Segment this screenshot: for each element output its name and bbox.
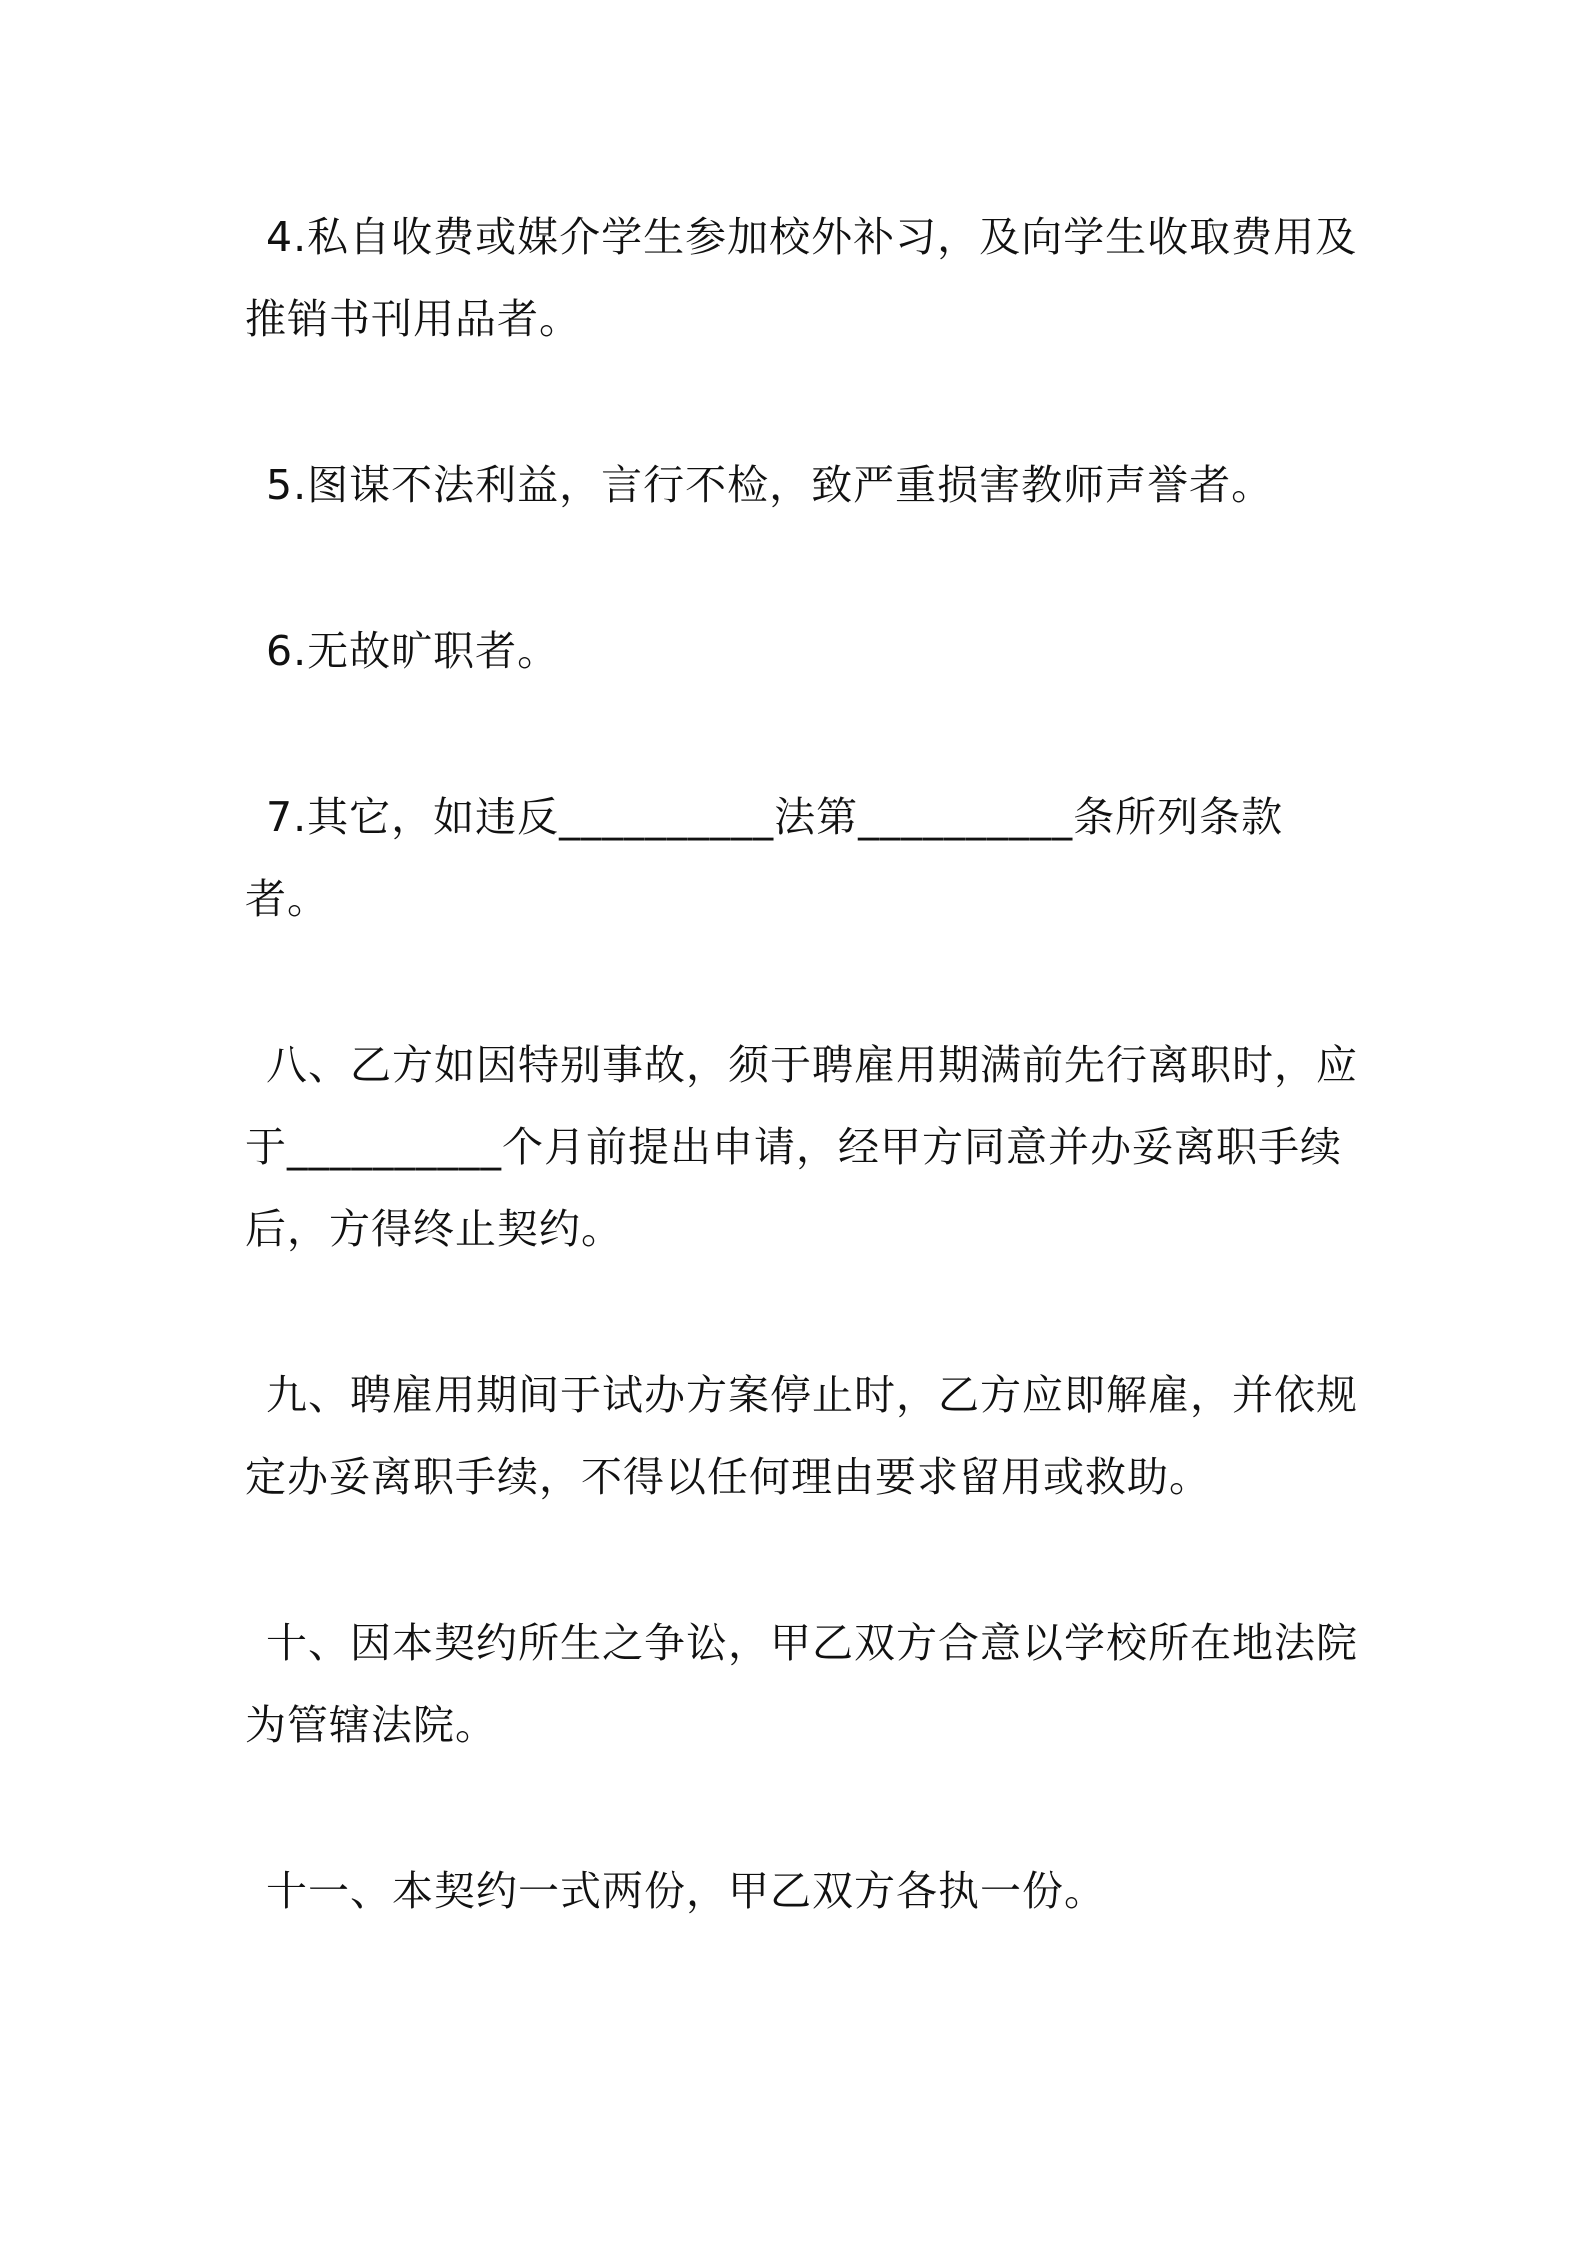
clause-6-paragraph: 6.无故旷职者。 (266, 627, 560, 675)
article-11-paragraph: 十一、本契约一式两份，甲乙双方各执一份。 (266, 1867, 1106, 1915)
article-10-paragraph: 十、因本契约所生之争讼，甲乙双方合意以学校所在地法院为管辖法院。 (245, 1619, 1358, 1749)
article-9-paragraph: 九、聘雇用期间于试办方案停止时，乙方应即解雇，并依规定办妥离职手续，不得以任何理由要求留用或救助。 (245, 1371, 1358, 1501)
clause-4-paragraph: 4.私自收费或媒介学生参加校外补习，及向学生收取费用及推销书刊用品者。 (245, 213, 1358, 343)
clause-7-paragraph: 7.其它，如违反__________法第__________条所列条款者。 (245, 793, 1284, 923)
article-8-paragraph: 八、乙方如因特别事故，须于聘雇用期满前先行离职时，应于__________个月前提出申请，经甲方同意并办妥离职手续后，方得终止契约。 (245, 1041, 1358, 1253)
clause-5-paragraph: 5.图谋不法利益，言行不检，致严重损害教师声誉者。 (266, 461, 1274, 509)
document-body (245, 196, 1359, 2016)
